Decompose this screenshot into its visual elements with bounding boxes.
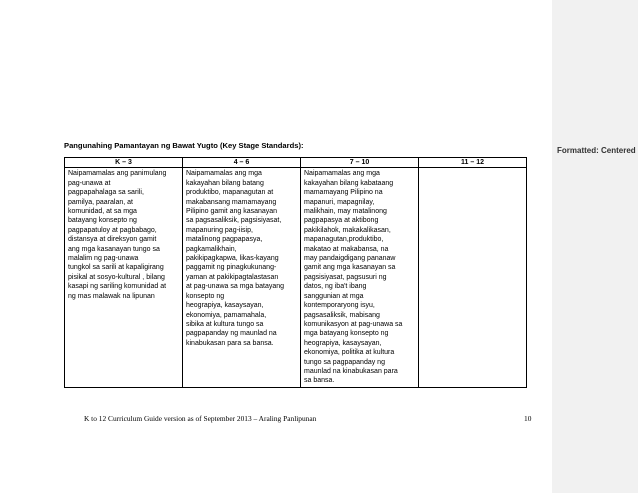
cell-line: produktibo, mapanagutan at [186, 189, 274, 197]
cell-line: mapanuring pag-iisip, [186, 226, 253, 234]
cell-line: batayang konsepto ng [68, 217, 137, 225]
cell-line: mamamayang Pilipino na [304, 189, 383, 197]
cell-line: pagsisiyasat, pagsusuri ng [304, 273, 387, 281]
cell-line: distansya at direksyon gamit [68, 236, 157, 244]
cell-line: pagpapahalaga sa sarili, [68, 189, 144, 197]
cell-line: matalinong pagpapasya, [186, 236, 263, 244]
cell-line: heograpiya, kasaysayan, [304, 339, 382, 347]
cell-line: pisikal at sosyo-kultural , bilang [68, 273, 165, 281]
cell-line: makatao at makabansa, na [304, 245, 389, 253]
cell-line: tungkol sa sarili at kapaligirang [68, 264, 164, 272]
table-row [65, 168, 527, 387]
column-header-7-10: 7 – 10 [301, 158, 419, 168]
cell-line: tungo sa pagpapanday ng [304, 358, 385, 366]
cell-line: pagpapatuloy at pagbabago, [68, 226, 157, 234]
footer-text: K to 12 Curriculum Guide version as of September 2013 – Araling Panlipunan [84, 414, 317, 423]
cell-line: Naipamamalas ang mga [304, 170, 380, 178]
cell-line: sa pagsasaliksik, pagsisiyasat, [186, 217, 282, 225]
cell-line: ekonomiya, politika at kultura [304, 349, 395, 357]
cell-line: pakikipagkapwa, likas-kayang [186, 255, 279, 263]
cell-line: komunikasyon at pag-unawa sa [304, 320, 403, 328]
cell-line: datos, ng iba't ibang [304, 283, 367, 291]
cell-line: mapanagutan,produktibo, [304, 236, 384, 244]
comment-margin-panel [552, 0, 638, 493]
cell-line: paggamit ng pinagkukunang- [186, 264, 277, 272]
cell-line: Naipamamalas ang mga [186, 170, 262, 178]
table-header-row [65, 158, 527, 168]
cell-line: konsepto ng [186, 292, 225, 300]
cell-line: sanggunian at mga [304, 292, 364, 300]
cell-line: ang mga kasanayan tungo sa [68, 245, 160, 253]
cell-line: ng mas malawak na lipunan [68, 292, 155, 300]
cell-line: pag-unawa at [68, 179, 111, 187]
cell-line: pagkamalikhain, [186, 245, 237, 253]
cell-line: yaman at pakikipagtalastasan [186, 273, 279, 281]
cell-line: komunidad, at sa mga [68, 208, 137, 216]
cell-line: sa bansa. [304, 377, 335, 385]
cell-line: pagpapanday ng maunlad na [186, 330, 277, 338]
cell-line: maunlad na kinabukasan para [304, 367, 398, 375]
formatting-comment[interactable]: Formatted: Centered [557, 146, 636, 155]
cell-line: malikhain, may matalinong [304, 208, 387, 216]
cell-line: kontemporaryong isyu, [304, 302, 375, 310]
column-header-4-6: 4 – 6 [183, 158, 301, 168]
cell-line: gamit ang mga kasanayan sa [304, 264, 396, 272]
section-title: Pangunahing Pamantayan ng Bawat Yugto (Key Stage Standards): [64, 141, 304, 150]
cell-line: sibika at kultura tungo sa [186, 320, 264, 328]
cell-line: Naipamamalas ang panimulang [68, 170, 167, 178]
cell-7-10 [301, 168, 419, 387]
cell-line: pagsasaliksik, mabisang [304, 311, 380, 319]
column-header-11-12: 11 – 12 [419, 158, 527, 168]
cell-line: may pandaigdigang pananaw [304, 255, 396, 263]
key-stage-standards-table [64, 157, 527, 388]
cell-line: makabansang mamamayang [186, 198, 277, 206]
cell-line: kakayahan bilang batang [186, 179, 264, 187]
cell-line: mga batayang konsepto ng [304, 330, 389, 338]
cell-line: pagpapasya at aktibong [304, 217, 379, 225]
cell-line: at pag-unawa sa mga batayang [186, 283, 285, 291]
cell-line: mapanuri, mapagnilay, [304, 198, 375, 206]
cell-k-3 [65, 168, 183, 387]
cell-4-6 [183, 168, 301, 387]
cell-11-12 [419, 168, 527, 387]
cell-line: Pilipino gamit ang kasanayan [186, 208, 278, 216]
cell-line: kinabukasan para sa bansa. [186, 339, 274, 347]
cell-line: pamilya, paaralan, at [68, 198, 133, 206]
cell-line: kakayahan bilang kabataang [304, 179, 394, 187]
column-header-k-3: K – 3 [65, 158, 183, 168]
page-number: 10 [524, 414, 532, 423]
cell-line: heograpiya, kasaysayan, [186, 302, 264, 310]
cell-line: ekonomiya, pamamahala, [186, 311, 267, 319]
cell-line: pakikilahok, makakalikasan, [304, 226, 391, 234]
cell-line: malalim ng pag-unawa [68, 255, 139, 263]
cell-line: kasapi ng sariling komunidad at [68, 283, 167, 291]
